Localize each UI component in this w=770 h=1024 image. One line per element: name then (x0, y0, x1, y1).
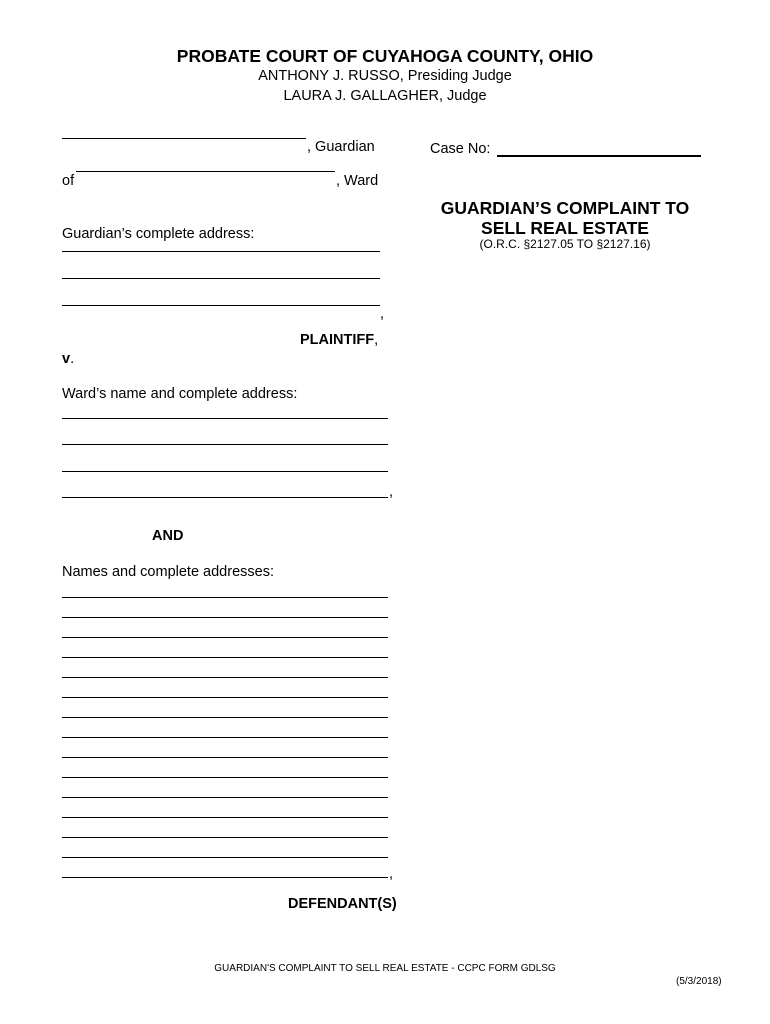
ward-label: , Ward (336, 173, 379, 189)
defendant-address-line[interactable] (62, 657, 388, 658)
plaintiff-comma: , (374, 332, 379, 348)
ward-address-line-1[interactable] (62, 418, 388, 419)
and-label: AND (152, 528, 184, 544)
defendant-address-line[interactable] (62, 617, 388, 618)
versus-period: . (70, 351, 75, 367)
defendants-label: DEFENDANT(S) (288, 896, 397, 912)
versus-label (62, 351, 74, 367)
defendant-address-line[interactable] (62, 877, 388, 878)
ward-name-field[interactable] (76, 171, 335, 172)
defendant-address-line[interactable] (62, 737, 388, 738)
judge: LAURA J. GALLAGHER, Judge (283, 88, 487, 104)
guardian-address-line-1[interactable] (62, 251, 380, 252)
ward-address-line-4[interactable] (62, 497, 388, 498)
presiding-judge: ANTHONY J. RUSSO, Presiding Judge (258, 68, 512, 84)
defendant-address-line[interactable] (62, 697, 388, 698)
document-title-line1: GUARDIAN’S COMPLAINT TO (440, 198, 690, 218)
versus-text: v (62, 351, 71, 367)
plaintiff-label (300, 332, 378, 348)
guardian-address-line-3[interactable] (62, 305, 380, 306)
names-addresses-label: Names and complete addresses: (62, 564, 274, 580)
defendant-address-line[interactable] (62, 817, 388, 818)
of-label: of (62, 173, 75, 189)
case-number-field[interactable] (497, 141, 701, 157)
defendant-address-line[interactable] (62, 777, 388, 778)
defendant-address-line[interactable] (62, 677, 388, 678)
ward-address-label: Ward’s name and complete address: (62, 386, 298, 402)
form-footer: GUARDIAN'S COMPLAINT TO SELL REAL ESTATE - CCPC FORM GDLSG (214, 963, 556, 974)
revision-date: (5/3/2018) (676, 976, 722, 987)
comma: , (380, 306, 385, 322)
defendant-address-line[interactable] (62, 717, 388, 718)
document-title-line2: SELL REAL ESTATE (481, 218, 649, 238)
comma: , (389, 866, 394, 882)
plaintiff-text: PLAINTIFF (300, 332, 375, 348)
defendant-address-line[interactable] (62, 797, 388, 798)
defendant-address-line[interactable] (62, 637, 388, 638)
defendant-address-line[interactable] (62, 837, 388, 838)
comma: , (389, 484, 394, 500)
guardian-address-line-2[interactable] (62, 278, 380, 279)
guardian-label: , Guardian (307, 139, 375, 155)
defendant-address-line[interactable] (62, 597, 388, 598)
case-number-label: Case No: (430, 141, 491, 157)
ward-address-line-3[interactable] (62, 471, 388, 472)
defendant-address-line[interactable] (62, 757, 388, 758)
court-name: PROBATE COURT OF CUYAHOGA COUNTY, OHIO (176, 46, 594, 66)
guardian-address-label: Guardian’s complete address: (62, 226, 255, 242)
statute-reference: (O.R.C. §2127.05 TO §2127.16) (479, 237, 651, 251)
guardian-name-field[interactable] (62, 138, 306, 139)
ward-address-line-2[interactable] (62, 444, 388, 445)
defendant-address-line[interactable] (62, 857, 388, 858)
